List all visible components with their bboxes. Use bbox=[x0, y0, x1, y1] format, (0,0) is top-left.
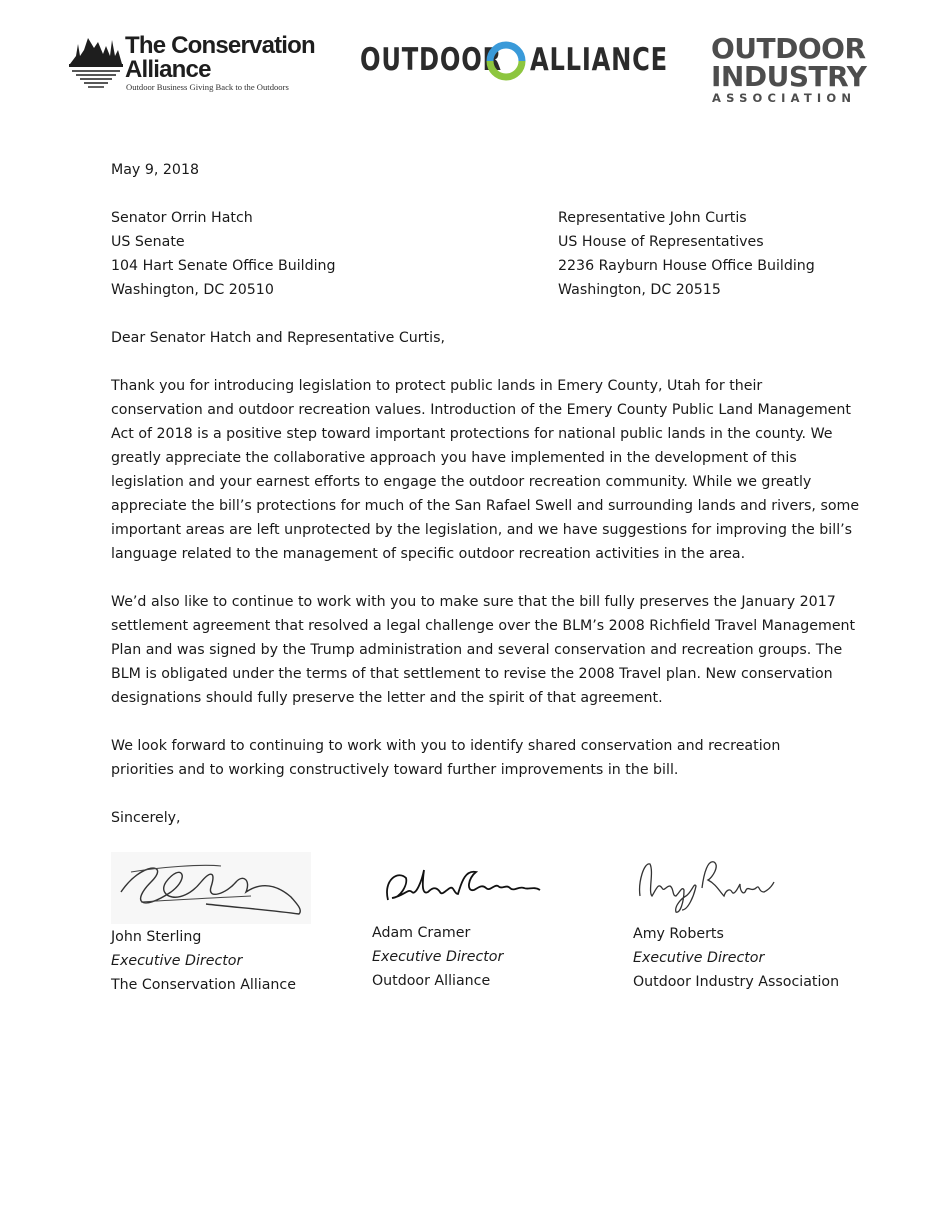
paragraph-line: designations should fully preserve the letter and the spirit of that agreement. bbox=[111, 690, 663, 706]
conservation-alliance-name-line1: The Conservation bbox=[125, 32, 315, 59]
recipient-right-line: 2236 Rayburn House Office Building bbox=[558, 258, 815, 274]
outdoor-alliance-logo bbox=[360, 40, 668, 84]
body-paragraph-1 bbox=[111, 374, 860, 566]
paragraph-line: settlement agreement that resolved a legal challenge over the BLM’s 2008 Richfield Travel Management bbox=[111, 618, 856, 634]
signer-title: Executive Director bbox=[633, 950, 765, 966]
signature-adam-cramer bbox=[378, 860, 548, 910]
paragraph-line: appreciate the bill’s protections for much of the San Rafael Swell and surrounding lands and rivers, some bbox=[111, 498, 860, 514]
signer-name: Adam Cramer bbox=[372, 925, 471, 941]
closing: Sincerely, bbox=[111, 810, 181, 826]
conservation-alliance-tagline: Outdoor Business Giving Back to the Outdoors bbox=[126, 82, 289, 92]
oia-logo bbox=[711, 34, 887, 104]
recipient-left-block bbox=[111, 206, 336, 302]
recipient-right-block bbox=[558, 206, 815, 302]
paragraph-line: important areas are left unprotected by the legislation, and we have suggestions for improving the bill’s bbox=[111, 522, 853, 538]
paragraph-line: We’d also like to continue to work with you to make sure that the bill fully preserves the January 2017 bbox=[111, 594, 836, 610]
body-paragraph-3 bbox=[111, 734, 851, 782]
oia-word-industry: INDUSTRY bbox=[711, 60, 867, 93]
signer-name: Amy Roberts bbox=[633, 926, 724, 942]
paragraph-line: Thank you for introducing legislation to protect public lands in Emery County, Utah for their bbox=[111, 378, 763, 394]
signer-org: The Conservation Alliance bbox=[111, 977, 296, 993]
signer-title: Executive Director bbox=[372, 949, 504, 965]
body-paragraph-2 bbox=[111, 590, 856, 710]
signer-block-2 bbox=[372, 921, 503, 993]
signer-title: Executive Director bbox=[111, 953, 243, 969]
oia-word-outdoor: OUTDOOR bbox=[711, 32, 866, 65]
signer-block-1 bbox=[111, 925, 296, 997]
paragraph-line: We look forward to continuing to work with you to identify shared conservation and recreation bbox=[111, 738, 781, 754]
conservation-alliance-logo bbox=[68, 32, 333, 94]
signer-block-3 bbox=[633, 922, 839, 994]
signer-name: John Sterling bbox=[111, 929, 202, 945]
conservation-alliance-name-line2: Alliance bbox=[125, 56, 211, 83]
signature-amy-roberts bbox=[632, 852, 782, 918]
mountain-lake-icon bbox=[68, 34, 124, 92]
outdoor-alliance-word-left: OUTDOOR bbox=[360, 42, 502, 78]
recipient-left-line: Washington, DC 20510 bbox=[111, 282, 274, 298]
recipient-right-line: Washington, DC 20515 bbox=[558, 282, 721, 298]
paragraph-line: Act of 2018 is a positive step toward important protections for national public lands in the county. We bbox=[111, 426, 833, 442]
paragraph-line: BLM is obligated under the terms of that settlement to revise the 2008 Travel plan. New conservation bbox=[111, 666, 833, 682]
outdoor-alliance-word-right: ALLIANCE bbox=[530, 42, 668, 78]
recipient-left-line: Senator Orrin Hatch bbox=[111, 210, 253, 226]
letter-date: May 9, 2018 bbox=[111, 162, 199, 178]
recipient-right-line: Representative John Curtis bbox=[558, 210, 747, 226]
paragraph-line: language related to the management of specific outdoor recreation activities in the area. bbox=[111, 546, 746, 562]
paragraph-line: conservation and outdoor recreation values. Introduction of the Emery County Public Land Management bbox=[111, 402, 851, 418]
paragraph-line: priorities and to working constructively toward further improvements in the bill. bbox=[111, 762, 679, 778]
paragraph-line: Plan and was signed by the Trump administration and several conservation and recreation groups. The bbox=[111, 642, 843, 658]
ring-icon bbox=[486, 41, 526, 81]
recipient-left-line: 104 Hart Senate Office Building bbox=[111, 258, 336, 274]
signer-org: Outdoor Industry Association bbox=[633, 974, 840, 990]
signer-org: Outdoor Alliance bbox=[372, 973, 491, 989]
signature-john-sterling bbox=[111, 852, 311, 924]
salutation: Dear Senator Hatch and Representative Curtis, bbox=[111, 330, 445, 346]
paragraph-line: legislation and your earnest efforts to engage the outdoor recreation community. While we greatly bbox=[111, 474, 812, 490]
paragraph-line: greatly appreciate the collaborative approach you have implemented in the development of this bbox=[111, 450, 797, 466]
oia-word-association: ASSOCIATION bbox=[712, 91, 857, 105]
recipient-left-line: US Senate bbox=[111, 234, 185, 250]
recipient-right-line: US House of Representatives bbox=[558, 234, 764, 250]
